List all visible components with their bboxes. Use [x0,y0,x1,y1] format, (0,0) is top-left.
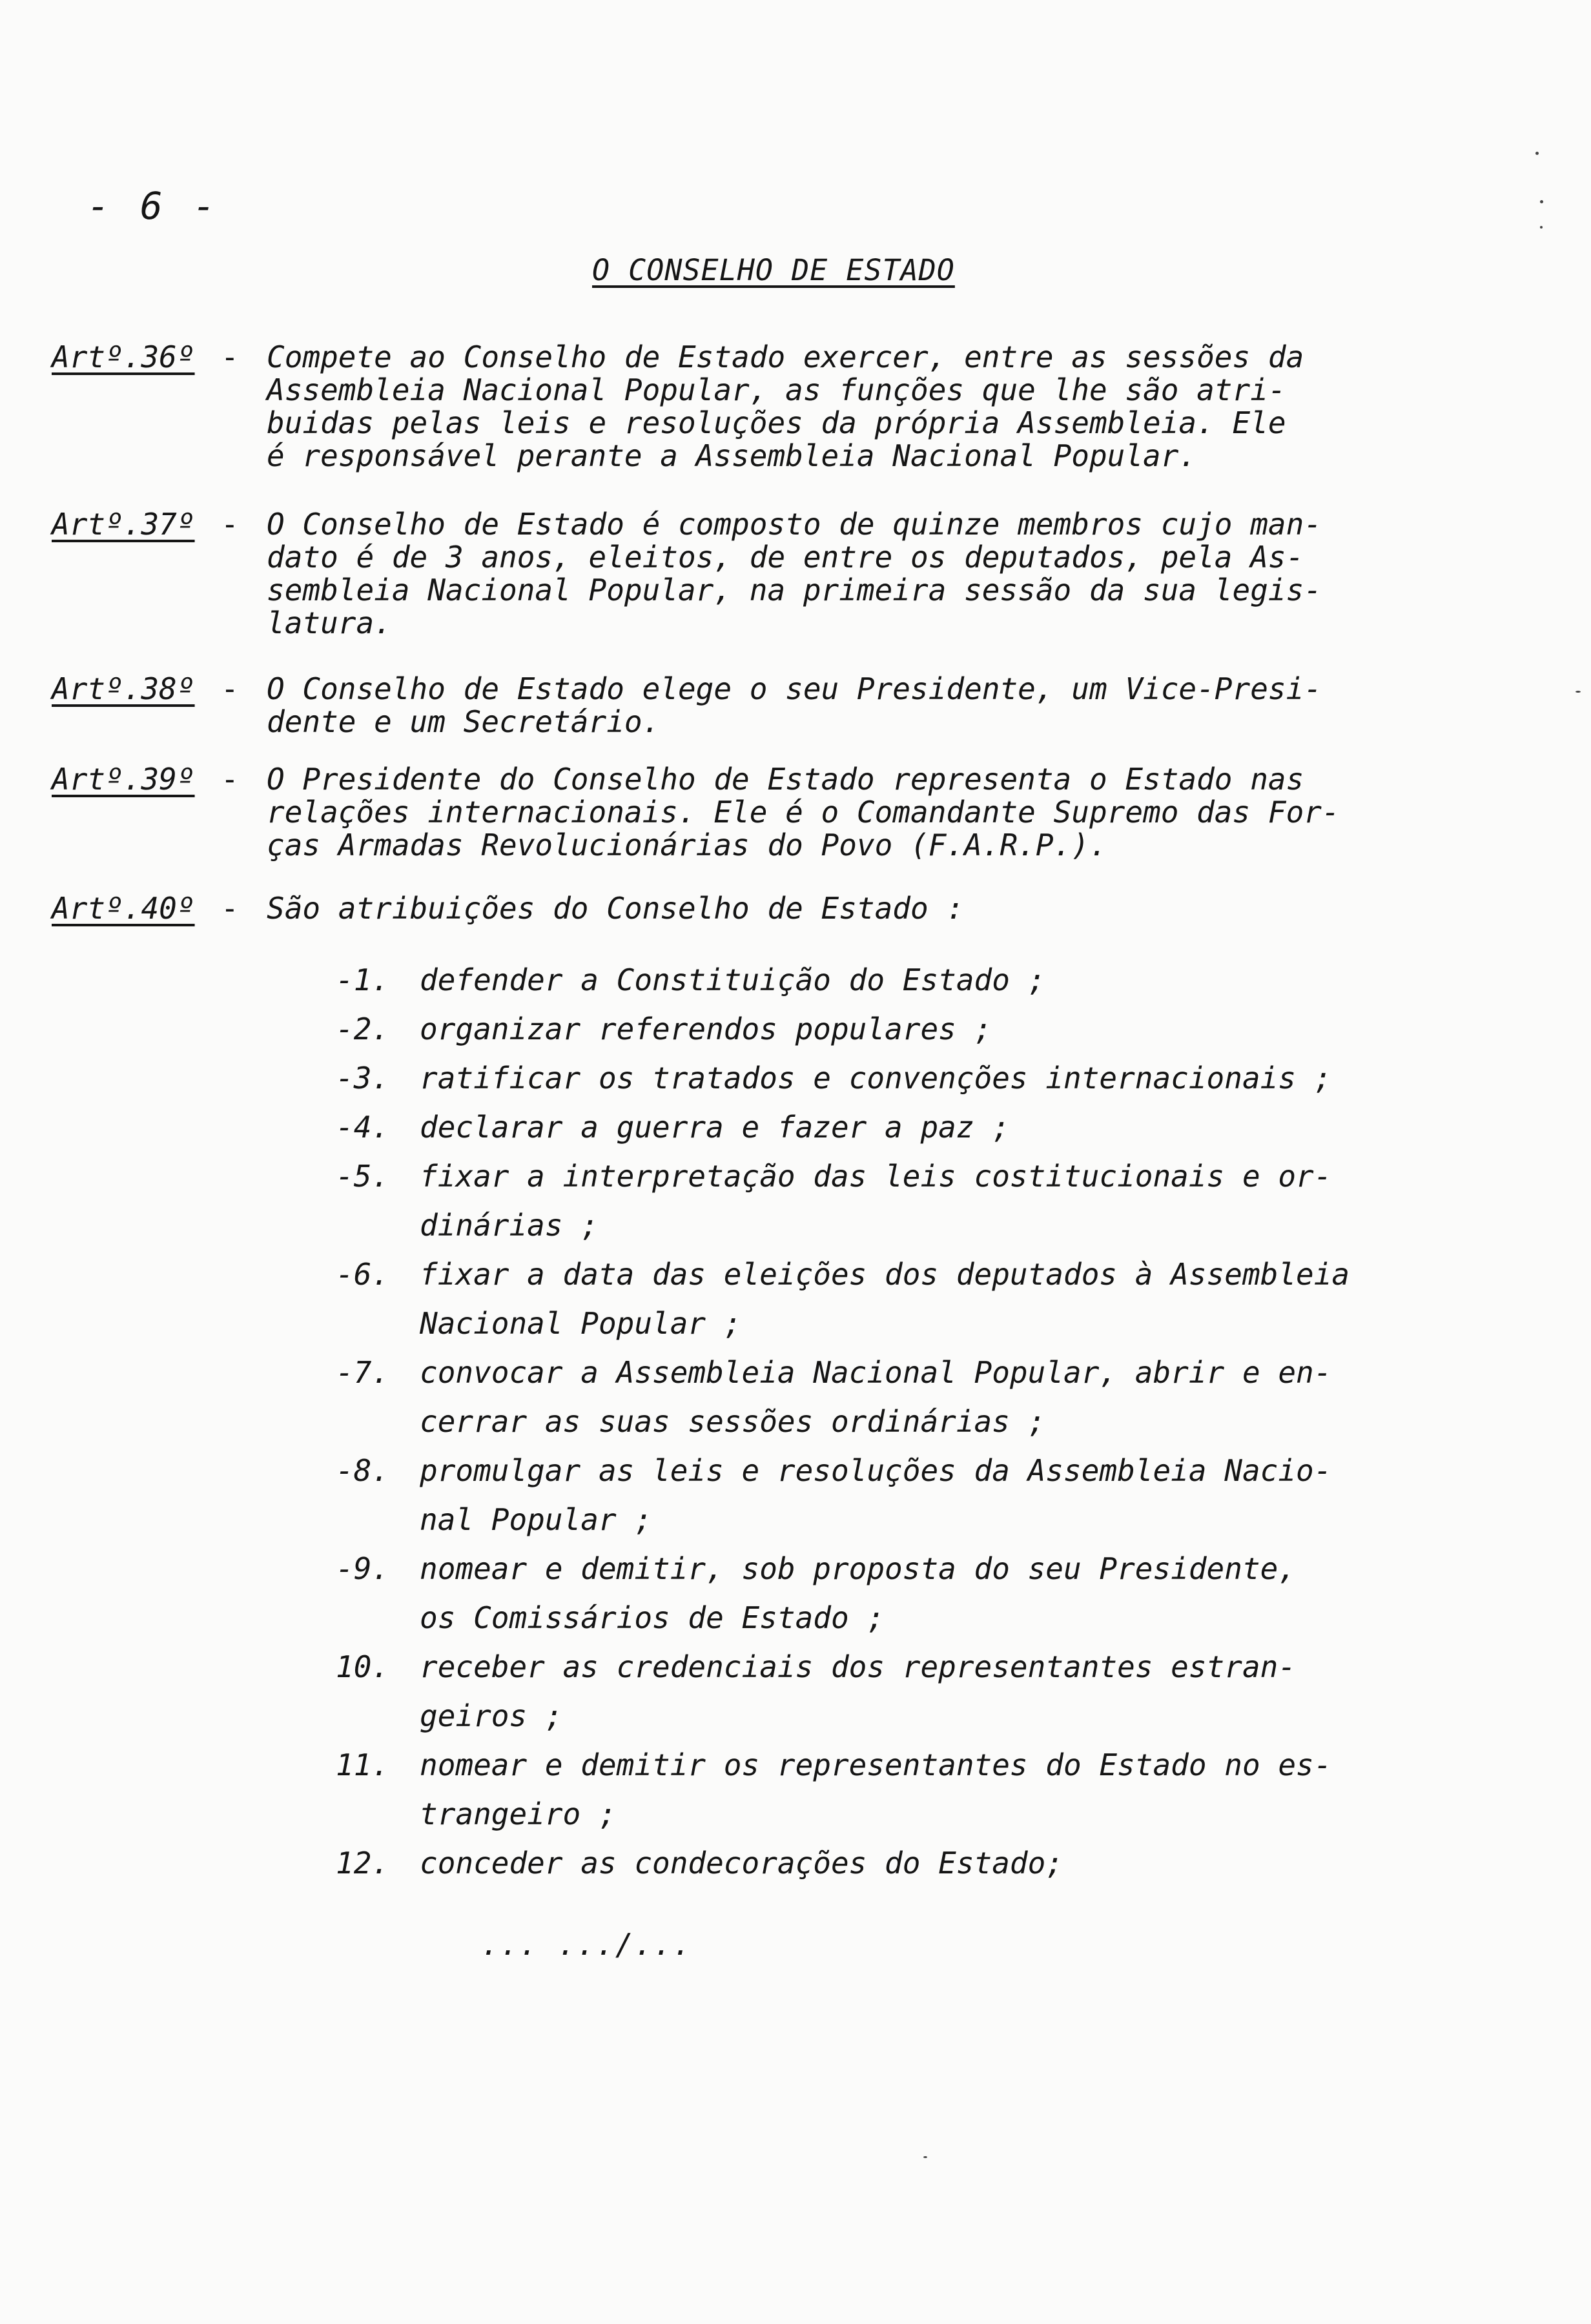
list-item [336,1250,1498,1348]
page-number: - 6 - [87,184,220,228]
article-label: Artº.38º [52,671,195,706]
article-dash: - [221,762,239,797]
article-dash: - [221,671,239,706]
item-text: conceder as condecorações do Estado; [420,1846,1063,1881]
list-item [336,1642,1498,1740]
list-item [336,1446,1498,1544]
list-item [336,1152,1498,1250]
article-text: O Presidente do Conselho de Estado representa o Estado nas relações internacionais. Ele é o Comandante Supremo das For- ças Armadas Revolucionárias do Povo (F.A.R.P.). [267,762,1340,862]
item-text: fixar a interpretação das leis costitucionais e or- dinárias ; [420,1159,1332,1243]
article-40 [52,892,1524,931]
article-dash: - [221,507,239,542]
list-item [336,1054,1498,1103]
item-text: organizar referendos populares ; [420,1012,992,1046]
item-number: -4. [336,1110,390,1145]
scan-speck [1540,200,1543,203]
item-text: receber as credenciais dos representantes estran- geiros ; [420,1649,1297,1733]
article-label: Artº.40º [52,891,195,926]
article-38 [52,673,1524,744]
article-label: Artº.36º [52,340,195,374]
article-dash: - [221,891,239,926]
item-text: convocar a Assembleia Nacional Popular, abrir e en- cerrar as suas sessões ordinárias ; [420,1355,1332,1439]
item-text: declarar a guerra e fazer a paz ; [420,1110,1010,1145]
item-number: 11. [336,1748,390,1782]
item-text: fixar a data das eleições dos deputados à Assembleia Nacional Popular ; [420,1257,1350,1341]
scan-speck [1540,226,1543,229]
article-text: O Conselho de Estado elege o seu Presidente, um Vice-Presi- dente e um Secretário. [267,671,1322,739]
item-number: -1. [336,963,390,997]
scan-speck [1535,152,1539,155]
article-label: Artº.39º [52,762,195,797]
article-label: Artº.37º [52,507,195,542]
article-39 [52,763,1524,866]
article-dash: - [221,340,239,374]
item-text: nomear e demitir os representantes do Estado no es- trangeiro ; [420,1748,1332,1831]
list-item [336,1740,1498,1839]
item-number: 10. [336,1649,390,1684]
item-number: 12. [336,1846,390,1881]
item-number: -2. [336,1012,390,1046]
continuation-marker: ... .../... [481,1927,692,1962]
scan-speck [1576,691,1581,693]
article-text: São atribuições do Conselho de Estado : [267,891,965,926]
item-number: -6. [336,1257,390,1292]
item-number: -7. [336,1355,390,1390]
list-item [336,1544,1498,1642]
list-item [336,1348,1498,1446]
article-37 [52,508,1524,644]
article-text: O Conselho de Estado é composto de quinze membros cujo man- dato é de 3 anos, eleitos, de entre os deputados, pela As- sembleia Nacional Popular, na primeira sessão da sua legis- latura. [267,507,1322,640]
list-item [336,1004,1498,1054]
section-title: O CONSELHO DE ESTADO [592,253,955,287]
item-text: defender a Constituição do Estado ; [420,963,1046,997]
list-item [336,1103,1498,1152]
article-36 [52,341,1524,476]
item-text: ratificar os tratados e convenções internacionais ; [420,1061,1332,1096]
item-number: -9. [336,1551,390,1586]
scan-speck [923,2156,927,2158]
item-text: promulgar as leis e resoluções da Assembleia Nacio- nal Popular ; [420,1453,1332,1537]
article-text: Compete ao Conselho de Estado exercer, entre as sessões da Assembleia Nacional Popular, as funções que lhe são atri- buidas pelas leis e resoluções da própria Assembleia. Ele é responsável perante a Assembleia Nacional Popular. [267,340,1304,473]
item-text: nomear e demitir, sob proposta do seu Presidente, os Comissários de Estado ; [420,1551,1297,1635]
attributions-list [336,955,1498,1888]
item-number: -8. [336,1453,390,1488]
item-number: -3. [336,1061,390,1096]
item-number: -5. [336,1159,390,1194]
list-item [336,955,1498,1004]
list-item [336,1839,1498,1888]
